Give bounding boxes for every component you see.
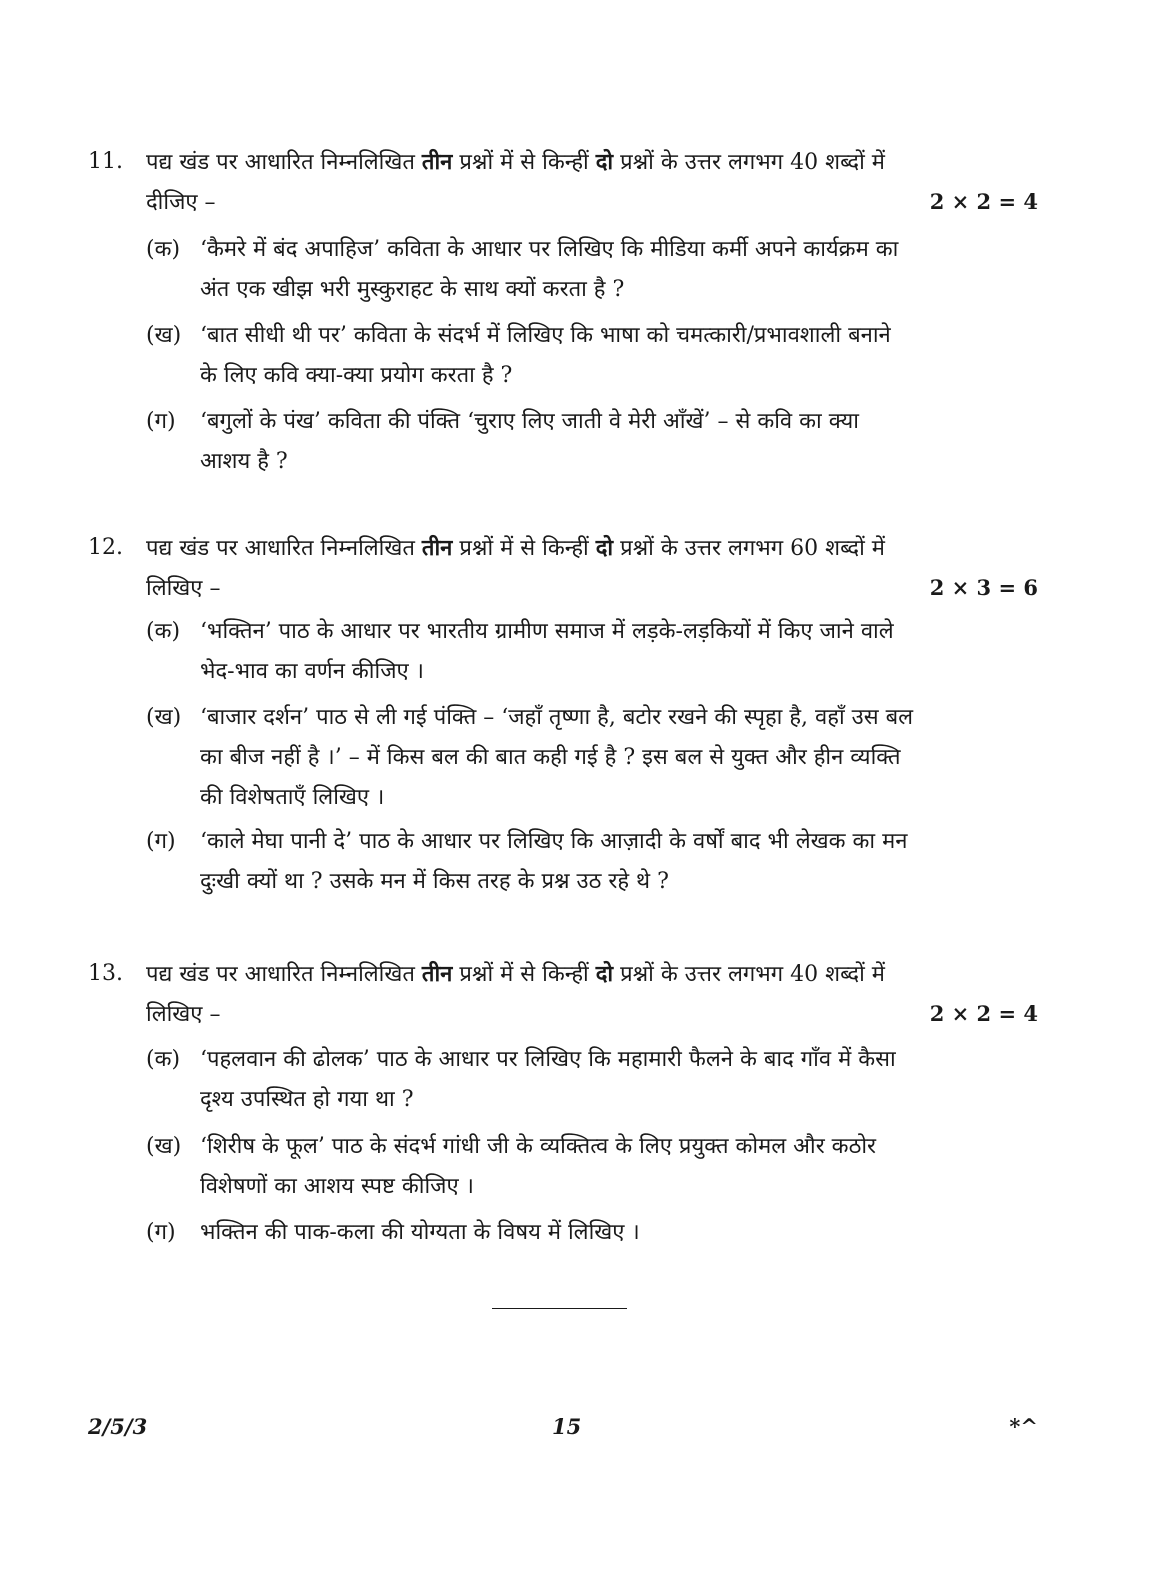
text-line: ‘बाजार दर्शन’ पाठ से ली गई पंक्ति – ‘जहाँ तृष्णा है, बटोर रखने की स्पृहा है, वहाँ उस बल	[200, 705, 914, 730]
sub-question-label: (क)	[146, 237, 181, 262]
question-instruction	[146, 528, 991, 609]
text-line: दुःखी क्यों था ? उसके मन में किस तरह के प्रश्न उठ रहे थे ?	[200, 869, 669, 894]
page-number: 15	[552, 1414, 582, 1439]
marks-allocation: 2 × 3 = 6	[929, 575, 1038, 600]
text-line: अंत एक खीझ भरी मुस्कुराहट के साथ क्यों करता है ?	[200, 277, 625, 302]
sub-question-label: (क)	[146, 619, 181, 644]
text-line: ‘शिरीष के फूल’ पाठ के संदर्भ गांधी जी के व्यक्तित्व के लिए प्रयुक्त कोमल और कठोर	[200, 1134, 877, 1159]
marks-allocation: 2 × 2 = 4	[929, 1001, 1038, 1026]
text-line: ‘काले मेघा पानी दे’ पाठ के आधार पर लिखिए कि आज़ादी के वर्षों बाद भी लेखक का मन	[200, 829, 908, 854]
sub-question-text	[200, 1213, 990, 1253]
instruction-bold: दो	[595, 961, 614, 987]
text-line: दृश्य उपस्थित हो गया था ?	[200, 1087, 414, 1112]
sub-question-text	[200, 1127, 990, 1207]
question-instruction	[146, 142, 991, 223]
instruction-text: पद्य खंड पर आधारित निम्नलिखित	[146, 150, 422, 175]
sub-question-label: (ख)	[146, 323, 182, 348]
text-line: के लिए कवि क्या-क्या प्रयोग करता है ?	[200, 363, 513, 388]
sub-question-text	[200, 612, 990, 692]
instruction-bold: तीन	[421, 535, 453, 561]
instruction-text: प्रश्नों में से किन्हीं	[452, 536, 596, 561]
question-number: 13.	[88, 961, 123, 986]
sub-question-text	[200, 698, 990, 818]
text-line: ‘भक्तिन’ पाठ के आधार पर भारतीय ग्रामीण समाज में लड़के-लड़कियों में किए जाने वाले	[200, 619, 894, 644]
section-divider	[492, 1308, 627, 1309]
text-line: आशय है ?	[200, 449, 288, 474]
instruction-text: लिखिए –	[146, 1002, 221, 1027]
sub-question-label: (ख)	[146, 1134, 182, 1159]
sub-question-label: (क)	[146, 1047, 181, 1072]
instruction-text: प्रश्नों के उत्तर लगभग 60 शब्दों में	[613, 536, 885, 561]
text-line: भेद-भाव का वर्णन कीजिए ।	[200, 659, 425, 684]
text-line: ‘बगुलों के पंख’ कविता की पंक्ति ‘चुराए लिए जाती वे मेरी आँखें’ – से कवि का क्या	[200, 409, 859, 434]
instruction-bold: तीन	[421, 149, 453, 175]
sub-question-text	[200, 822, 990, 902]
sub-question-text	[200, 1040, 990, 1120]
instruction-text: प्रश्नों में से किन्हीं	[452, 962, 596, 987]
sub-question-label: (ख)	[146, 705, 182, 730]
instruction-text: प्रश्नों में से किन्हीं	[452, 150, 596, 175]
instruction-bold: दो	[595, 149, 614, 175]
sub-question-label: (ग)	[146, 829, 176, 854]
instruction-text: प्रश्नों के उत्तर लगभग 40 शब्दों में	[613, 150, 885, 175]
text-line: भक्तिन की पाक-कला की योग्यता के विषय में लिखिए ।	[200, 1220, 640, 1245]
instruction-text: पद्य खंड पर आधारित निम्नलिखित	[146, 962, 422, 987]
text-line: ‘बात सीधी थी पर’ कविता के संदर्भ में लिखिए कि भाषा को चमत्कारी/प्रभावशाली बनाने	[200, 323, 891, 348]
text-line: विशेषणों का आशय स्पष्ट कीजिए ।	[200, 1174, 474, 1199]
sub-question-text	[200, 402, 990, 482]
footer-mark: *^	[1009, 1414, 1038, 1439]
instruction-text: पद्य खंड पर आधारित निम्नलिखित	[146, 536, 422, 561]
text-line: ‘कैमरे में बंद अपाहिज’ कविता के आधार पर लिखिए कि मीडिया कर्मी अपने कार्यक्रम का	[200, 237, 899, 262]
text-line: की विशेषताएँ लिखिए ।	[200, 785, 385, 810]
instruction-text: दीजिए –	[146, 190, 216, 215]
paper-code: 2/5/3	[88, 1414, 148, 1439]
sub-question-label: (ग)	[146, 1220, 176, 1245]
instruction-bold: तीन	[421, 961, 453, 987]
text-line: ‘पहलवान की ढोलक’ पाठ के आधार पर लिखिए कि महामारी फैलने के बाद गाँव में कैसा	[200, 1047, 896, 1072]
marks-allocation: 2 × 2 = 4	[929, 189, 1038, 214]
text-line: का बीज नहीं है ।’ – में किस बल की बात कही गई है ? इस बल से युक्त और हीन व्यक्ति	[200, 745, 901, 770]
question-number: 11.	[88, 149, 123, 174]
instruction-text: प्रश्नों के उत्तर लगभग 40 शब्दों में	[613, 962, 885, 987]
instruction-bold: दो	[595, 535, 614, 561]
question-number: 12.	[88, 535, 123, 560]
instruction-text: लिखिए –	[146, 576, 221, 601]
sub-question-text	[200, 316, 990, 396]
sub-question-text	[200, 230, 990, 310]
question-instruction	[146, 954, 991, 1035]
sub-question-label: (ग)	[146, 409, 176, 434]
